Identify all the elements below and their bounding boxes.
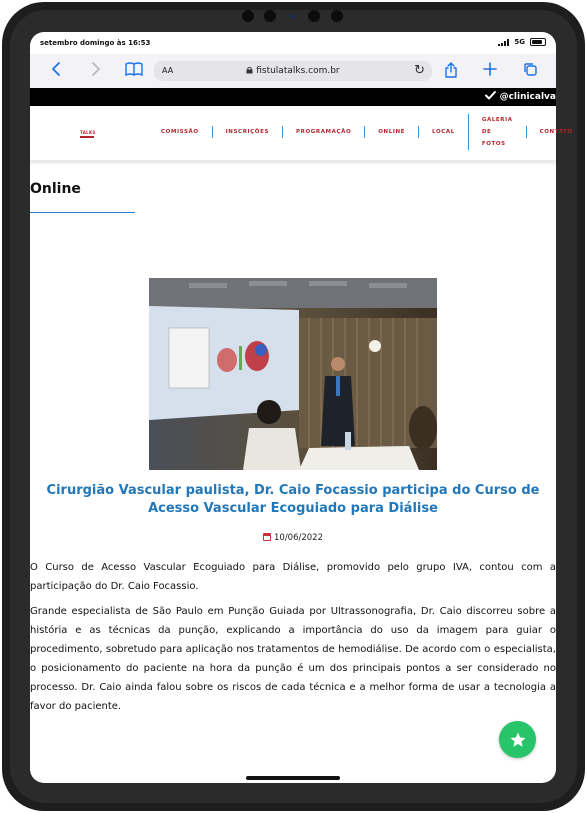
floating-star-button[interactable] xyxy=(499,721,536,758)
lock-icon xyxy=(246,66,253,74)
new-tab-icon[interactable] xyxy=(480,62,500,80)
article-photo[interactable] xyxy=(149,278,437,470)
checkmark-icon xyxy=(485,91,496,100)
social-strip xyxy=(30,88,556,106)
article-paragraph: Grande especialista de São Paulo em Punção Guiada por Ultrassonografia, Dr. Caio discorreu sobre a história e as técnicas da punção, explicando a importância do uso da imagem para guiar o procedimento, sobretudo para aplicação nos tratamentos de hemodiálise. De acordo com o especialista, o posicionamento do paciente na hora da punção é um dos principais pontos a ser considerado no processo. Dr. Caio ainda falou sobre os riscos de cada técnica e a melhor forma de usar a tecnologia a favor do paciente. xyxy=(30,606,556,712)
camera-dot xyxy=(264,10,276,22)
article-paragraph: O Curso de Acesso Vascular Ecoguiado para Diálise, promovido pelo grupo IVA, contou com a participação do Dr. Caio Focassio. xyxy=(30,562,556,592)
article-headline[interactable]: Cirurgião Vascular paulista, Dr. Caio Focassio participa do Curso de Acesso Vascular Ecoguiado para Diálise xyxy=(46,483,540,516)
camera-dot xyxy=(242,10,254,22)
status-time: setembro domingo às 16:53 xyxy=(40,39,151,47)
url-host xyxy=(154,66,432,76)
browser-toolbar xyxy=(30,54,556,88)
home-indicator[interactable] xyxy=(246,776,340,780)
nav-inscricoes[interactable]: INSCRIÇÕES xyxy=(212,126,282,138)
nav-local[interactable]: LOCAL xyxy=(418,126,468,138)
nav-programacao[interactable]: PROGRAMAÇÃO xyxy=(282,126,364,138)
screen xyxy=(30,32,573,783)
status-bar xyxy=(30,32,556,54)
nav-galeria[interactable]: GALERIA DE FOTOS xyxy=(468,114,526,150)
reload-icon[interactable]: ↻ xyxy=(414,63,425,78)
camera-dot xyxy=(308,10,320,22)
site-header xyxy=(30,106,573,161)
camera-dot xyxy=(331,10,343,22)
network-label: 5G xyxy=(514,38,525,46)
star-icon xyxy=(509,731,527,749)
tabs-icon[interactable] xyxy=(520,62,540,80)
social-handle: @clinicalva xyxy=(499,92,556,102)
nav-contato[interactable]: CONTATO xyxy=(526,126,586,138)
nav-comissao[interactable]: COMISSÃO xyxy=(161,129,199,135)
text-size-button[interactable]: AA xyxy=(162,66,174,75)
share-icon[interactable] xyxy=(441,62,461,80)
url-text: fistulatalks.com.br xyxy=(256,66,340,76)
calendar-icon xyxy=(263,533,271,541)
main-menu xyxy=(148,117,586,147)
back-icon[interactable] xyxy=(46,62,66,80)
status-indicators xyxy=(498,38,546,46)
title-underline xyxy=(30,212,135,213)
bookmarks-icon[interactable] xyxy=(124,62,144,80)
date-text: 10/06/2022 xyxy=(274,533,323,543)
battery-icon xyxy=(530,38,546,46)
site-logo[interactable] xyxy=(80,130,96,138)
forward-icon[interactable] xyxy=(86,62,106,80)
camera-lens xyxy=(290,14,295,19)
instagram-link[interactable] xyxy=(485,91,556,102)
article-date xyxy=(30,533,556,543)
nav-online[interactable]: ONLINE xyxy=(364,126,418,138)
logo-text: TALKS xyxy=(80,130,96,135)
page-title: Online xyxy=(30,181,81,197)
address-bar[interactable] xyxy=(154,61,432,81)
logo-bar xyxy=(80,136,94,138)
signal-icon xyxy=(498,39,509,46)
